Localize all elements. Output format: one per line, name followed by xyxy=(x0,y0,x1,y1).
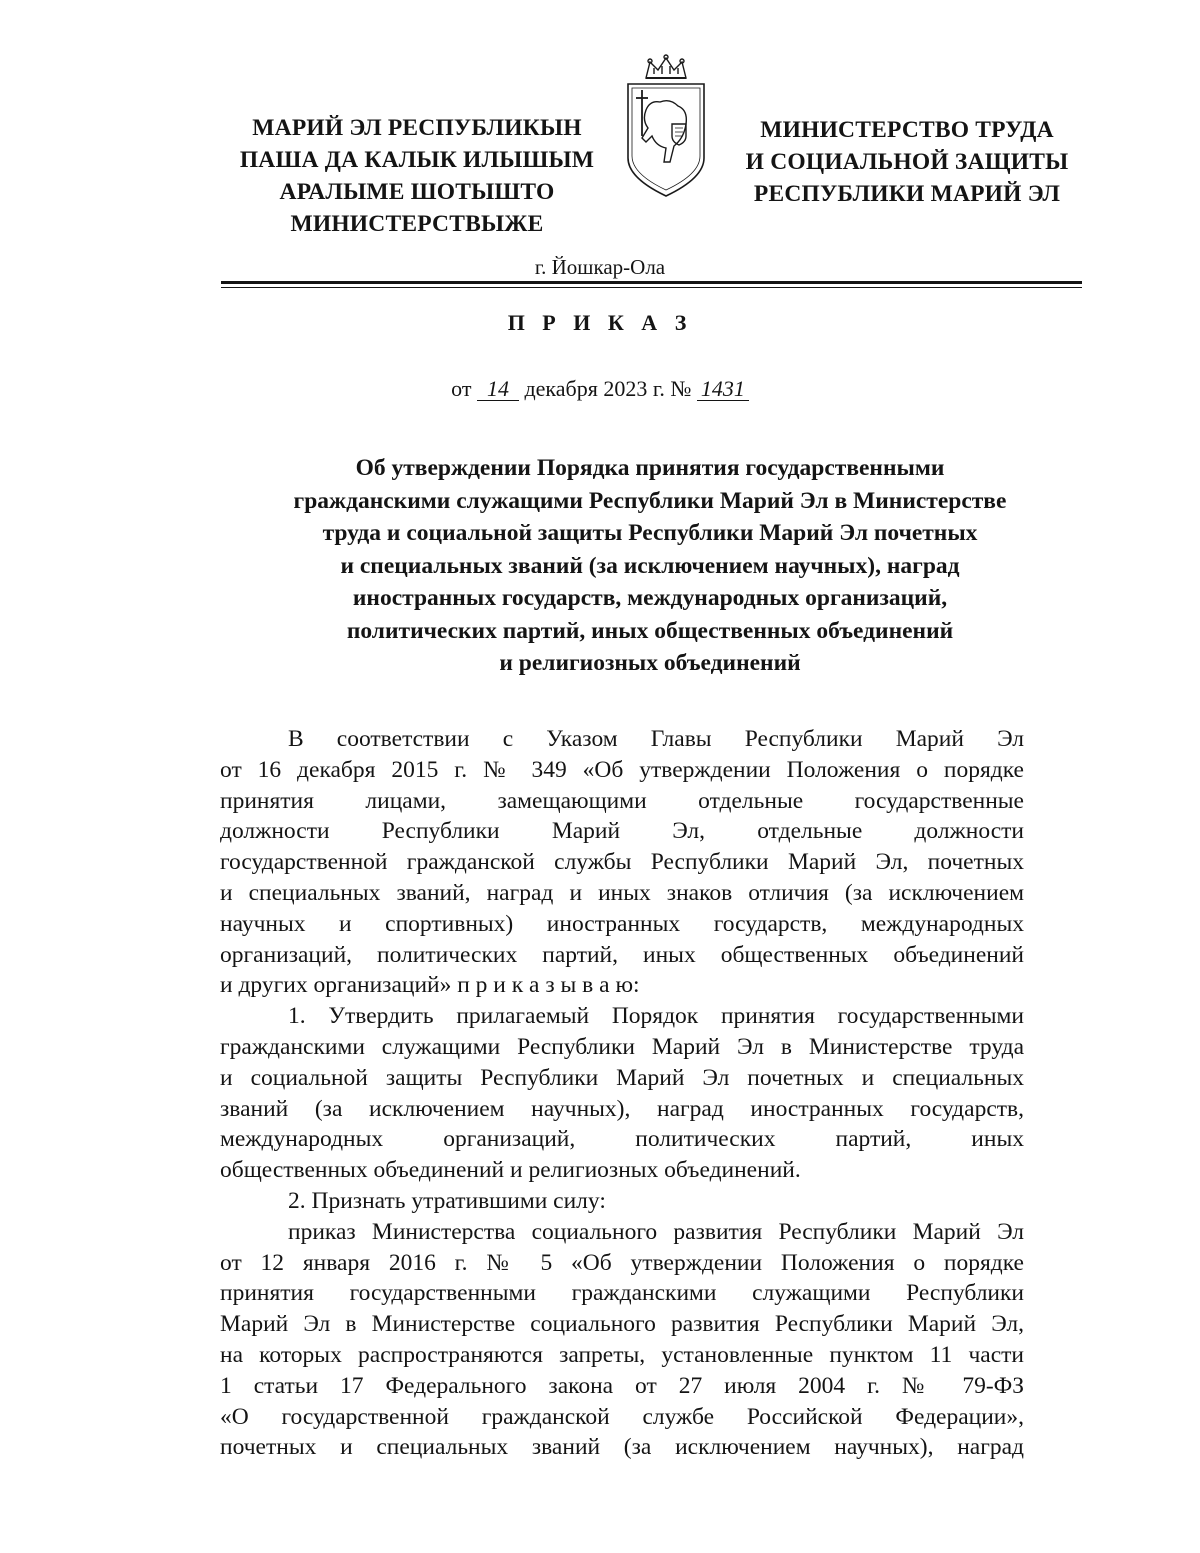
ministry-name-mari-line: МАРИЙ ЭЛ РЕСПУБЛИКЫН xyxy=(252,115,582,141)
body-line: и специальных званий, наград и иных знаков отличия (за исключением xyxy=(220,879,1024,906)
order-title xyxy=(240,452,1060,680)
order-number: 1431 xyxy=(697,378,749,401)
body-line: международных организаций, политических партий, иных xyxy=(220,1126,1024,1153)
body-line: общественных объединений и религиозных объединений. xyxy=(220,1157,801,1184)
body-line: и других организаций» п р и к а з ы в а ю: xyxy=(220,972,640,999)
order-date-line xyxy=(0,375,1200,403)
ministry-name-mari-line: АРАЛЫМЕ ШОТЫШТО xyxy=(279,179,555,205)
body-line: Марий Эл в Министерстве социального развития Республики Марий Эл, xyxy=(220,1311,1024,1338)
body-line: от 12 января 2016 г. № 5 «Об утверждении Положения о порядке xyxy=(220,1249,1024,1276)
body-line: на которых распространяются запреты, установленные пунктом 11 части xyxy=(220,1341,1024,1368)
ministry-name-russian-line: И СОЦИАЛЬНОЙ ЗАЩИТЫ xyxy=(745,149,1069,175)
ministry-name-russian xyxy=(733,114,1081,210)
order-day: 14 xyxy=(477,378,519,401)
title-line: политических партий, иных общественных объединений xyxy=(346,617,954,644)
ministry-name-russian-line: РЕСПУБЛИКИ МАРИЙ ЭЛ xyxy=(753,181,1061,207)
body-line: организаций, политических партий, иных общественных объединений xyxy=(220,941,1024,968)
body-line: государственной гражданской службы Республики Марий Эл, почетных xyxy=(220,849,1024,876)
body-line: принятия лицами, замещающими отдельные государственные xyxy=(220,787,1024,814)
title-line: иностранных государств, международных организаций, xyxy=(352,585,948,611)
body-line: 1 статьи 17 Федерального закона от 27 июля 2004 г. № 79-ФЗ xyxy=(220,1372,1024,1399)
title-line: и религиозных объединений xyxy=(499,650,801,676)
title-line: труда и социальной защиты Республики Марий Эл почетных xyxy=(322,520,978,546)
body-line: принятия государственными гражданскими служащими Республики xyxy=(220,1280,1024,1307)
body-line: «О государственной гражданской службе Российской Федерации», xyxy=(220,1403,1024,1430)
body-line: научных и спортивных) иностранных государств, международных xyxy=(220,910,1024,937)
body-line: приказ Министерства социального развития Республики Марий Эл xyxy=(288,1218,1024,1245)
city-name: г. Йошкар-Ола xyxy=(534,255,666,279)
title-line: и специальных званий (за исключением научных), наград xyxy=(340,552,960,579)
body-line: 2. Признать утратившими силу: xyxy=(288,1187,606,1214)
coat-of-arms-icon xyxy=(616,50,716,202)
document-type: П Р И К А З xyxy=(507,310,693,335)
body-line: почетных и специальных званий (за исключением научных), наград xyxy=(220,1434,1024,1461)
header-rule-thin xyxy=(221,287,1082,288)
body-line: В соответствии с Указом Главы Республики Марий Эл xyxy=(288,726,1024,752)
title-line: гражданскими служащими Республики Марий Эл в Министерстве xyxy=(293,487,1007,514)
body-line: и социальной защиты Республики Марий Эл почетных и специальных xyxy=(220,1064,1024,1091)
title-line: Об утверждении Порядка принятия государственными xyxy=(355,455,945,481)
date-prefix: от xyxy=(451,376,472,401)
body-line: от 16 декабря 2015 г. № 349 «Об утверждении Положения о порядке xyxy=(220,756,1024,783)
ministry-name-mari-line: ПАША ДА КАЛЫК ИЛЫШЫМ xyxy=(239,147,595,173)
body-line: должности Республики Марий Эл, отдельные должности xyxy=(220,818,1024,845)
order-body xyxy=(220,724,1024,1463)
ministry-name-russian-line: МИНИСТЕРСТВО ТРУДА xyxy=(760,117,1054,143)
ministry-name-mari xyxy=(228,112,606,240)
header-rule-thick xyxy=(221,281,1082,284)
body-line: 1. Утвердить прилагаемый Порядок принятия государственными xyxy=(288,1003,1024,1030)
order-month-year: декабря 2023 г. № xyxy=(524,376,692,401)
body-line: гражданскими служащими Республики Марий Эл в Министерстве труда xyxy=(220,1033,1024,1060)
ministry-name-mari-line: МИНИСТЕРСТВЫЖЕ xyxy=(290,211,544,237)
body-line: званий (за исключением научных), наград иностранных государств, xyxy=(220,1095,1024,1122)
